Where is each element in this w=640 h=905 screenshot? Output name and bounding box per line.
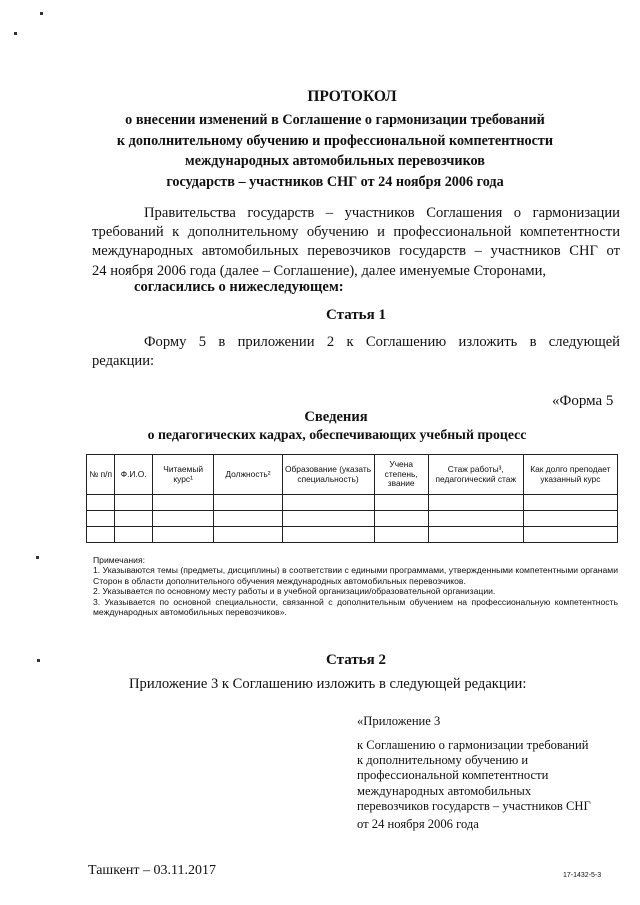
table-cell — [428, 511, 523, 527]
table-cell — [87, 495, 115, 511]
notes — [93, 555, 618, 617]
form-label: «Форма 5 — [552, 393, 614, 409]
table-row — [87, 511, 618, 527]
preamble-line: Правительства государств – участников Соглашения о гармонизации — [144, 205, 620, 221]
heading-line: международных автомобильных перевозчиков — [185, 153, 485, 169]
table-cell — [115, 495, 153, 511]
document-title: ПРОТОКОЛ — [307, 88, 397, 105]
table-cell — [214, 527, 282, 543]
article-1-line: редакции: — [92, 353, 155, 370]
table-cell — [115, 511, 153, 527]
header-cell-name: Ф.И.О. — [115, 455, 153, 495]
note-item: 3. Указывается по основной специальности, связанной с дополнительным обучением на профессиональную компетентность международных автомобильных перевозчиков». — [93, 596, 618, 618]
agreed-statement: согласились о нижеследующем: — [134, 279, 344, 295]
heading-line: государств – участников СНГ от 24 ноября 2006 года — [166, 173, 504, 190]
table-cell — [523, 495, 617, 511]
table-cell — [374, 495, 428, 511]
table-cell — [428, 527, 523, 543]
form-title: Сведения — [304, 409, 368, 425]
header-cell-education: Образование (указать специальность) — [282, 455, 374, 495]
table-cell — [214, 511, 282, 527]
header-cell-course: Читаемый курс¹ — [153, 455, 214, 495]
table-cell — [374, 527, 428, 543]
preamble — [92, 204, 620, 281]
article-1-text — [92, 333, 620, 371]
document-heading — [80, 110, 590, 192]
table-cell — [87, 511, 115, 527]
header-cell-degree: Учена степень, звание — [374, 455, 428, 495]
article-2-text: Приложение 3 к Соглашению изложить в следующей редакции: — [129, 676, 527, 692]
attachment-line: к дополнительному обучению и — [357, 753, 529, 768]
attachment-line: к Соглашению о гармонизации требований — [357, 738, 589, 752]
scan-mark — [14, 32, 17, 35]
table-cell — [523, 527, 617, 543]
table-cell — [115, 527, 153, 543]
teachers-table — [86, 454, 618, 543]
notes-heading: Примечания: — [93, 555, 146, 565]
note-item: 2. Указывается по основному месту работы и в учебной организации/образовательной организации. — [93, 586, 496, 597]
preamble-line: международных автомобильных перевозчиков государств – участников СНГ от — [92, 243, 620, 260]
header-cell-position: Должность² — [214, 455, 282, 495]
article-1-line: Форму 5 в приложении 2 к Соглашению изложить в следующей — [144, 334, 620, 350]
footer-place-date: Ташкент – 03.11.2017 — [88, 863, 216, 878]
scan-mark — [40, 12, 43, 15]
header-cell-experience: Стаж работы³, педагогический стаж — [428, 455, 523, 495]
table-cell — [153, 511, 214, 527]
attachment-label: «Приложение 3 — [357, 714, 441, 728]
table-cell — [523, 511, 617, 527]
table-cell — [87, 527, 115, 543]
attachment-date: от 24 ноября 2006 года — [357, 817, 479, 831]
article-1-title: Статья 1 — [326, 307, 386, 323]
preamble-line: требований к дополнительному обучению и профессиональной компетентности — [92, 224, 620, 241]
header-cell-number: № п/п — [87, 455, 115, 495]
table-cell — [153, 495, 214, 511]
attachment-line: перевозчиков государств – участников СНГ — [357, 798, 591, 813]
header-cell-duration: Как долго преподает указанный курс — [523, 455, 617, 495]
note-item: 1. Указываются темы (предметы, дисциплины) в соответствии с едиными программами, утвержденными компетентными органами Сторон в области дополнительного обучения международных автомобильных перевозчиков. — [93, 565, 618, 586]
heading-line: о внесении изменений в Соглашение о гармонизации требований — [125, 112, 545, 128]
table-header-row — [87, 455, 618, 495]
table-cell — [428, 495, 523, 511]
heading-line: к дополнительному обучению и профессиональной компетентности — [116, 132, 554, 149]
table-row — [87, 495, 618, 511]
table-cell — [282, 527, 374, 543]
footer-code: 17-1432-5-3 — [563, 872, 602, 879]
table-cell — [282, 511, 374, 527]
preamble-line: 24 ноября 2006 года (далее – Соглашение), далее именуемые Сторонами, — [92, 262, 547, 279]
table-row — [87, 527, 618, 543]
attachment-line: профессиональной компетентности — [357, 768, 549, 783]
table-cell — [153, 527, 214, 543]
table-cell — [214, 495, 282, 511]
attachment-line: международных автомобильных — [357, 783, 532, 798]
table-cell — [374, 511, 428, 527]
attachment-text — [357, 738, 591, 814]
table-cell — [282, 495, 374, 511]
scan-mark — [36, 556, 39, 559]
article-2-title: Статья 2 — [326, 652, 386, 668]
form-subtitle: о педагогических кадрах, обеспечивающих учебный процесс — [147, 427, 527, 442]
